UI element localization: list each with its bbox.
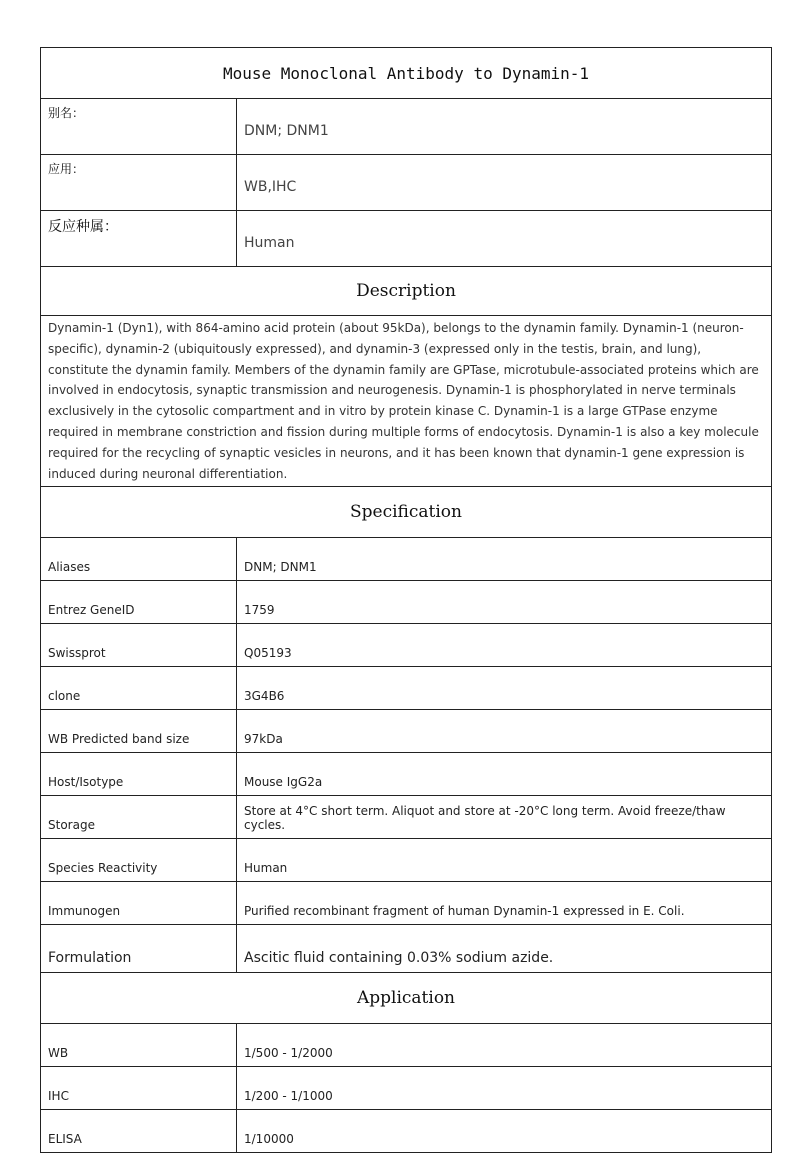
application-row [41, 1067, 772, 1110]
spec-value-storage: Store at 4°C short term. Aliquot and store at -20°C long term. Avoid freeze/thaw cycles. [237, 796, 772, 839]
spec-value-formulation: Ascitic fluid containing 0.03% sodium azide. [237, 925, 772, 973]
header-row-application [41, 155, 772, 211]
spec-label-formulation: Formulation [41, 925, 237, 973]
header-row-alias [41, 99, 772, 155]
application-row [41, 1024, 772, 1067]
alias-label: 别名： [41, 99, 237, 155]
spec-row [41, 839, 772, 882]
app-value-elisa: 1/10000 [237, 1110, 772, 1153]
spec-row [41, 667, 772, 710]
spec-value-aliases: DNM; DNM1 [237, 538, 772, 581]
application-value: WB,IHC [237, 155, 772, 211]
header-row-reactivity [41, 211, 772, 267]
spec-row [41, 581, 772, 624]
spec-value-isotype: Mouse IgG2a [237, 753, 772, 796]
app-value-wb: 1/500 - 1/2000 [237, 1024, 772, 1067]
app-value-ihc: 1/200 - 1/1000 [237, 1067, 772, 1110]
specification-heading: Specification [41, 487, 772, 538]
application-label: 应用： [41, 155, 237, 211]
spec-row [41, 624, 772, 667]
spec-value-geneid: 1759 [237, 581, 772, 624]
spec-value-band-size: 97kDa [237, 710, 772, 753]
spec-label-swissprot: Swissprot [41, 624, 237, 667]
spec-row [41, 925, 772, 973]
spec-label-reactivity: Species Reactivity [41, 839, 237, 882]
description-text: Dynamin-1 (Dyn1), with 864-amino acid protein (about 95kDa), belongs to the dynamin family. Dynamin-1 (neuron-specific), dynamin-2 (ubiquitously expressed), and dynamin-3 (expressed only in the testis, brain, and lung), constitute the dynamin family. Members of the dynamin family are GPTase, microtubule-associated proteins which are involved in endocytosis, synaptic transmission and neurogenesis. Dynamin-1 is phosphorylated in nerve terminals exclusively in the cytosolic compartment and in vitro by protein kinase C. Dynamin-1 is a large GTPase enzyme required in membrane constriction and fission during multiple forms of endocytosis. Dynamin-1 is also a key molecule required for the recycling of synaptic vesicles in neurons, and it has been known that dynamin-1 gene expression is induced during neuronal differentiation. [41, 316, 772, 487]
spec-label-aliases: Aliases [41, 538, 237, 581]
spec-value-swissprot: Q05193 [237, 624, 772, 667]
spec-value-clone: 3G4B6 [237, 667, 772, 710]
description-heading: Description [41, 267, 772, 316]
spec-row [41, 753, 772, 796]
spec-label-clone: clone [41, 667, 237, 710]
reactivity-value: Human [237, 211, 772, 267]
application-row [41, 1110, 772, 1153]
app-label-ihc: IHC [41, 1067, 237, 1110]
spec-row [41, 538, 772, 581]
app-label-elisa: ELISA [41, 1110, 237, 1153]
spec-row [41, 882, 772, 925]
alias-value: DNM; DNM1 [237, 99, 772, 155]
application-heading: Application [41, 973, 772, 1024]
spec-label-storage: Storage [41, 796, 237, 839]
spec-label-band-size: WB Predicted band size [41, 710, 237, 753]
product-title: Mouse Monoclonal Antibody to Dynamin-1 [41, 48, 772, 99]
spec-row [41, 796, 772, 839]
app-label-wb: WB [41, 1024, 237, 1067]
datasheet [40, 47, 771, 1153]
spec-row [41, 710, 772, 753]
spec-label-isotype: Host/Isotype [41, 753, 237, 796]
reactivity-label: 反应种属： [41, 211, 237, 267]
datasheet-table [40, 47, 772, 1153]
spec-value-immunogen: Purified recombinant fragment of human Dynamin-1 expressed in E. Coli. [237, 882, 772, 925]
spec-label-immunogen: Immunogen [41, 882, 237, 925]
spec-label-geneid: Entrez GeneID [41, 581, 237, 624]
spec-value-reactivity: Human [237, 839, 772, 882]
